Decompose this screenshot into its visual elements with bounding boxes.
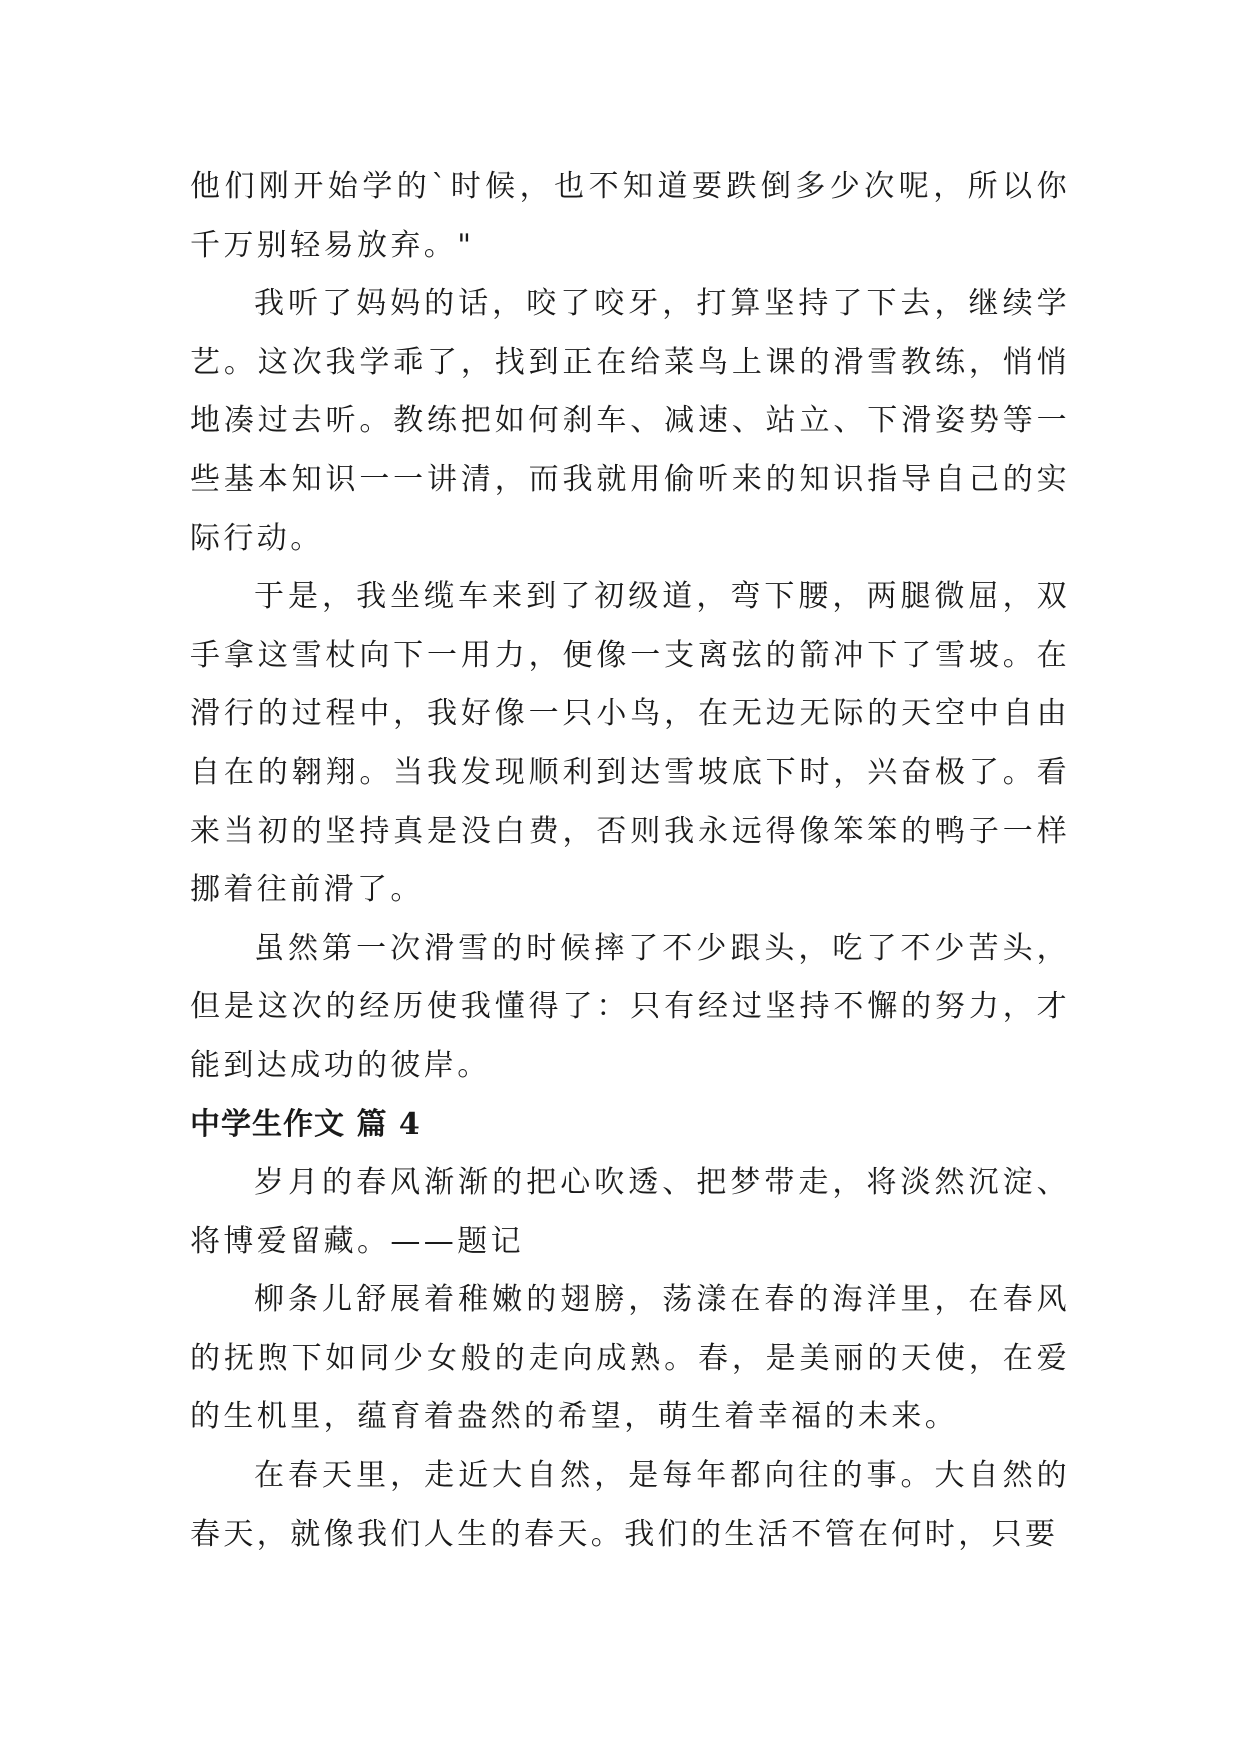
paragraph-skiing-down: 于是，我坐缆车来到了初级道，弯下腰，两腿微屈，双手拿这雪杖向下一用力，便像一支离弦的箭冲下了雪坡。在滑行的过程中，我好像一只小鸟，在无边无际的天空中自由自在的翱翔。当我发现顺利到达雪坡底下时，兴奋极了。看来当初的坚持真是没白费，否则我永远得像笨笨的鸭子一样挪着往前滑了。: [190, 579, 1070, 908]
paragraph-conclusion: 虽然第一次滑雪的时候摔了不少跟头，吃了不少苦头，但是这次的经历使我懂得了：只有经过坚持不懈的努力，才能到达成功的彼岸。: [190, 930, 1070, 1083]
section-heading: 中学生作文 篇 4: [190, 1106, 421, 1142]
paragraph-willow: 柳条儿舒展着稚嫩的翅膀，荡漾在春的海洋里，在春风的抚煦下如同少女般的走向成熟。春，是美丽的天使，在爱的生机里，蕴育着盎然的希望，萌生着幸福的未来。: [190, 1282, 1070, 1435]
paragraph-epigraph: 岁月的春风渐渐的把心吹透、把梦带走，将淡然沉淀、将博爱留藏。——题记: [190, 1165, 1070, 1259]
paragraph-continued: 他们刚开始学的`时候，也不知道要跌倒多少次呢，所以你千万别轻易放弃。": [190, 169, 1070, 263]
paragraph-spring-nature: 在春天里，走近大自然，是每年都向往的事。大自然的春天，就像我们人生的春天。我们的生活不管在何时，只要: [190, 1458, 1070, 1552]
paragraph-learning-again: 我听了妈妈的话，咬了咬牙，打算坚持了下去，继续学艺。这次我学乖了，找到正在给菜鸟上课的滑雪教练，悄悄地凑过去听。教练把如何刹车、减速、站立、下滑姿势等一些基本知识一一讲清，而我就用偷听来的知识指导自己的实际行动。: [190, 286, 1070, 556]
document-page: [190, 158, 1070, 1564]
